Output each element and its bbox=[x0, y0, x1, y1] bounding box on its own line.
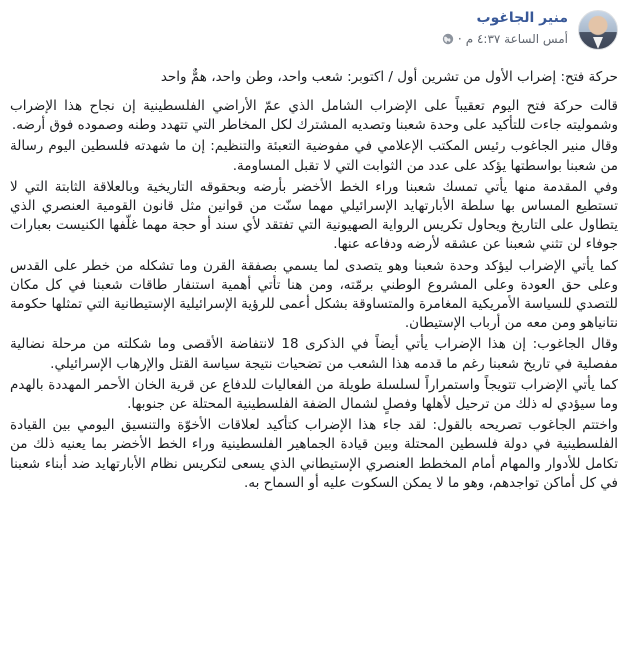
post-body bbox=[10, 97, 618, 493]
post-timestamp[interactable]: أمس الساعة ٤:٣٧ م bbox=[465, 32, 568, 46]
avatar-shirt bbox=[593, 37, 603, 49]
post-meta bbox=[442, 32, 568, 46]
meta-separator: · bbox=[457, 32, 462, 46]
author-avatar[interactable] bbox=[578, 10, 618, 50]
post-paragraph: وفي المقدمة منها يأتي تمسك شعبنا وراء الخط الأخضر بأرضه وبحقوقه التاريخية وبالعلاقة الثابتة التي لا تستطيع المساس بها سلطة الأبارتهايد الإسرائيلي مهما سنّت من قوانين مثل قانون القومية العنصري الذي يتطاول على التاريخ ويحاول تكريس الرواية الصهيونية التي تفتقد لأي سند أو حجة مهما غلّفها الكنيست بعبارات جوفاء لن تثني شعبنا عن عشقه لأرضه ودفاعه عنها. bbox=[10, 178, 618, 253]
post-paragraph: وقال منير الجاغوب رئيس المكتب الإعلامي في مفوضية التعبئة والتنظيم: إن ما شهدته فلسطين اليوم رسالة من شعبنا بواسطتها يؤكد على عدد من الثوابت التي لا تقبل المساومة. bbox=[10, 138, 618, 174]
post-paragraph: قالت حركة فتح اليوم تعقيباً على الإضراب الشامل الذي عمّ الأراضي الفلسطينية إن نجاح هذا الإضراب وشموليته جاءت للتأكيد على وحدة شعبنا وتصديه المشترك لكل المخاطر التي تتهدد وطنه وصموده فوق أرضه. bbox=[10, 98, 618, 134]
post-paragraph: واختتم الجاغوب تصريحه بالقول: لقد جاء هذا الإضراب كتأكيد لعلاقات الأخوّة والتنسيق اليومي بين القيادة الفلسطينية في دولة فلسطين المحتلة وبين قيادة الجماهير الفلسطينية وراء الخط الأخضر بما يعنيه ذلك من تكامل للأدوار والمهام أمام المخطط العنصري الإستيطاني الذي يسعى لتكريس نظام الأبارتهايد ضد أبناء شعبنا في كل أماكن تواجدهم، وهو ما لا يمكن السكوت عليه أو السماح به. bbox=[10, 417, 618, 491]
post-paragraph: وقال الجاغوب: إن هذا الإضراب يأتي أيضاً في الذكرى 18 لانتفاضة الأقصى وما شكلته من مرحلة نضالية مفصلية في تاريخ شعبنا رغم ما قدمه هذا الشعب من تضحيات نتيجة سياسة القتل والإرهاب الإسرائيلي. bbox=[10, 336, 618, 372]
post-paragraph: كما يأتي الإضراب ليؤكد وحدة شعبنا وهو يتصدى لما يسمي بصفقة القرن وما تشكله من خطر على القدس وعلى حق العودة وعلى المشروع الوطني برمّته، ومن هنا تأتي أهمية استنفار طاقات شعبنا في كل مكان للتصدي للسياسة الأمريكية المغامرة والمتساوقة بشكل أعمى للرؤية الإسرائيلية الإستيطانية التي تمثلها حكومة نتانياهو ومن معه من أرباب الإستيطان. bbox=[10, 257, 618, 332]
post-paragraph: كما يأتي الإضراب تتويجاً واستمراراً لسلسلة طويلة من الفعاليات للدفاع عن قرية الخان الأحمر المهددة بالهدم وما سيؤدي له ذلك من ترحيل لأهلها وفصلٍ لشمال الضفة الفلسطينية المحتلة عن جنوبها. bbox=[10, 376, 618, 413]
post-header bbox=[10, 8, 618, 58]
author-name[interactable]: منير الجاغوب bbox=[476, 10, 568, 26]
globe-icon[interactable] bbox=[442, 33, 454, 45]
post-title: حركة فتح: إضراب الأول من تشرين أول / اكتوبر: شعب واحد، وطن واحد، همٌّ واحد bbox=[160, 69, 618, 85]
